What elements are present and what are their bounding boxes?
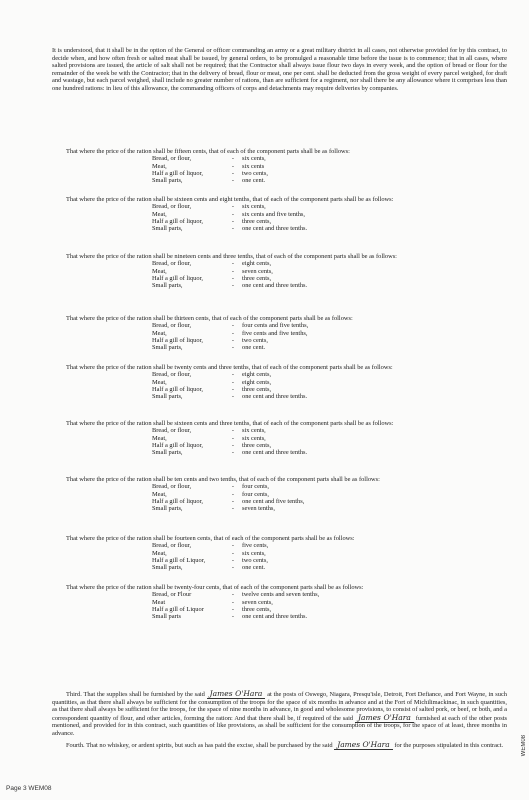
clause-lead: That where the price of the ration shall be sixteen cents and three tenths, that of each of the component parts shall be as follows: [66,420,394,427]
component-amount: six cents, [242,203,266,211]
component-dash: - [231,267,235,275]
clause-lead: That where the price of the ration shall be ten cents and two tenths, that of each of the component parts shall be as follows: [66,476,380,483]
ration-component-list [152,155,507,184]
component-dash: - [231,598,235,606]
ration-component-row [152,442,507,449]
component-amount: five cents, [242,542,269,550]
component-item: Bread, or flour, [152,371,192,379]
ration-component-row [152,599,507,606]
component-dash: - [231,176,235,184]
component-dash: - [231,483,235,491]
ration-component-row [152,483,507,490]
component-dash: - [231,591,235,599]
third-paragraph [52,690,507,738]
component-item: Small parts, [152,392,183,400]
ration-component-row [152,564,507,571]
component-dash: - [231,385,235,393]
component-dash: - [231,162,235,170]
component-dash: - [231,322,235,330]
ration-clause [52,253,507,289]
component-dash: - [231,612,235,620]
component-item: Small parts [152,612,181,620]
ration-component-row [152,211,507,218]
ration-clause [52,584,507,620]
component-dash: - [231,203,235,211]
component-item: Bread, or flour, [152,427,192,435]
component-item: Bread, or flour, [152,260,192,268]
ration-clause [52,476,507,512]
component-dash: - [231,448,235,456]
ration-component-row [152,170,507,177]
component-amount: six cents, [242,427,266,435]
component-item: Meat, [152,490,167,498]
component-amount: six cents, [242,434,266,442]
ration-component-row [152,155,507,162]
ration-component-row [152,218,507,225]
component-item: Meat [152,598,166,606]
component-amount: two cents, [242,169,268,177]
ration-clause [52,535,507,571]
ration-component-row [152,203,507,210]
ration-component-row [152,225,507,232]
ration-component-list [152,542,507,571]
component-item: Bread, or flour, [152,322,192,330]
component-dash: - [231,371,235,379]
ration-component-row [152,268,507,275]
component-item: Bread, or flour, [152,483,192,491]
component-dash: - [231,260,235,268]
ration-component-list [152,322,507,351]
component-amount: two cents, [242,336,268,344]
fourth-text-b: for the purposes stipulated in this contract. [394,741,504,749]
ration-component-row [152,542,507,549]
signature-james-ohara: James O'Hara [355,713,414,723]
component-dash: - [231,155,235,163]
component-amount: seven tenths, [242,504,276,512]
ration-clause [52,196,507,232]
third-text-c: furnished at each of the other posts mentioned, and provided for in this contract, such quantities of like provisions, as shall be sufficient for the consumption of the troops, for the space of at least, three months in advance. [52,714,507,737]
component-dash: - [231,427,235,435]
component-item: Meat, [152,434,167,442]
ration-component-row [152,498,507,505]
ration-component-row [152,337,507,344]
ration-component-row [152,427,507,434]
ration-component-row [152,613,507,620]
component-item: Meat, [152,329,167,337]
signature-james-ohara: James O'Hara [207,689,266,699]
ration-component-row [152,177,507,184]
component-amount: three cents, [242,605,272,613]
component-amount: one cent. [242,176,266,184]
intro-paragraph: It is understood, that it shall be in the option of the General or officer commanding an army or a great military district in all cases, not otherwise provided for by this contract, to decide when, and how often fresh or salted meat shall be issued, by general orders, to be promulged a reasonable time before the issue is to commence; that in all cases, where salted provisions are issued, the article of salt shall not be required; that the Contractor shall always issue flour two days in every week, and the option of bread or flour for the remainder of the week be with the Contractor; that in the delivery of bread, flour or meat, one per cent. shall be deducted from the gross weight of every parcel weighed, for draft and wastage, but each parcel weighed, shall include no greater number of rations, than are sufficient for a regiment, nor shall there be any allowance where it comprises less than one hundred rations: in lieu of this allowance, the commanding officers of corps and detachments may require deliveries by companies. [52,47,507,92]
third-text-a: Third. That the supplies shall be furnished by the said [66,691,205,698]
component-amount: three cents, [242,217,272,225]
component-item: Meat, [152,378,167,386]
component-amount: six cents and five tenths, [242,210,306,218]
component-item: Meat, [152,162,167,170]
component-item: Bread, or Flour [152,591,192,599]
component-amount: one cent and three tenths. [242,392,308,400]
ration-component-row [152,386,507,393]
ration-component-row [152,606,507,613]
ration-component-list [152,427,507,456]
ration-component-row [152,163,507,170]
component-dash: - [231,556,235,564]
ration-component-row [152,557,507,564]
ration-component-row [152,550,507,557]
side-margin-label: WEM08 [521,735,527,757]
ration-component-row [152,393,507,400]
signature-james-ohara: James O'Hara [334,740,393,750]
component-item: Small parts, [152,504,183,512]
component-amount: eight cents, [242,378,272,386]
component-item: Small parts, [152,281,183,289]
component-dash: - [231,329,235,337]
ration-clause [52,315,507,351]
component-item: Half a gill of liquor, [152,385,204,393]
closing-paragraphs [52,690,507,749]
component-item: Meat, [152,210,167,218]
ration-component-row [152,491,507,498]
component-dash: - [231,605,235,613]
clause-lead: That where the price of the ration shall be twenty-four cents, that of each of the component parts shall be as follows: [66,584,364,591]
ration-clause [52,148,507,184]
component-dash: - [231,378,235,386]
ration-component-list [152,260,507,289]
component-item: Half a gill of liquor, [152,274,204,282]
component-dash: - [231,343,235,351]
clause-lead: That where the price of the ration shall be nineteen cents and three tenths, that of each of the component parts shall be as follows: [66,253,397,260]
component-amount: four cents, [242,490,269,498]
component-dash: - [231,563,235,571]
ration-component-list [152,591,507,620]
component-item: Half a gill of Liquor [152,605,204,613]
ration-component-row [152,371,507,378]
component-amount: three cents, [242,385,272,393]
component-dash: - [231,336,235,344]
component-amount: eight cents, [242,371,272,379]
component-amount: eight cents, [242,260,272,268]
component-amount: one cent and five tenths, [242,497,305,505]
component-item: Half a gill of liquor, [152,497,204,505]
ration-component-row [152,435,507,442]
component-item: Small parts, [152,224,183,232]
component-amount: two cents, [242,556,268,564]
ration-component-row [152,591,507,598]
component-item: Meat, [152,267,167,275]
component-dash: - [231,434,235,442]
ration-component-row [152,275,507,282]
component-item: Bread, or flour, [152,155,192,163]
ration-clause [52,420,507,456]
component-item: Half a gill of liquor, [152,336,204,344]
component-amount: seven cents, [242,598,273,606]
clause-lead: That where the price of the ration shall be fourteen cents, that of each of the component parts shall be as follows: [66,535,355,542]
component-amount: four cents and five tenths, [242,322,309,330]
component-dash: - [231,274,235,282]
component-dash: - [231,217,235,225]
component-dash: - [231,542,235,550]
ration-clause [52,364,507,400]
third-text-b: at the posts of Oswego, Niagara, Presqu'isle, Detroit, Fort Defiance, and Fort Wayne, in such quantities, as that there shall always be sufficient for the consumption of the troops for the space of six months in advance and at the Fort of Michilimackinac, in such quantities, as that there shall always be sufficient for the troops, for the space of nine months in advance, in good and wholesome provisions, to consist of salted pork, or beef, or both, and a correspondent quantity of flour, and other articles, forming the ration: And that there shall be, if required of the said [52,691,507,722]
component-dash: - [231,441,235,449]
component-item: Half a gill of Liquor, [152,556,206,564]
component-item: Half a gill of liquor, [152,169,204,177]
fourth-text-a: Fourth. That no whiskey, or ardent spirits, but such as has paid the excise, shall be purchased by the said [66,741,333,749]
ration-component-list [152,483,507,512]
component-item: Meat, [152,549,167,557]
component-dash: - [231,549,235,557]
component-item: Small parts, [152,563,183,571]
ration-component-row [152,330,507,337]
ration-component-row [152,379,507,386]
component-item: Small parts, [152,448,183,456]
component-amount: six cents [242,162,265,170]
ration-component-row [152,505,507,512]
ration-component-row [152,322,507,329]
component-amount: one cent and three tenths. [242,612,308,620]
clause-lead: That where the price of the ration shall be thirteen cents, that of each of the component parts shall be as follows: [66,315,353,322]
component-amount: seven cents, [242,267,273,275]
component-item: Small parts, [152,176,183,184]
component-dash: - [231,210,235,218]
component-item: Half a gill of liquor, [152,217,204,225]
clause-lead: That where the price of the ration shall be sixteen cents and eight tenths, that of each of the component parts shall be as follows: [66,196,394,203]
component-item: Half a gill of liquor, [152,441,204,449]
component-dash: - [231,281,235,289]
component-amount: one cent. [242,563,266,571]
component-amount: three cents, [242,274,272,282]
fourth-paragraph [52,741,507,750]
component-amount: five cents and five tenths, [242,329,308,337]
component-amount: one cent and three tenths. [242,281,308,289]
page-footer-label: Page 3 WEM08 [6,785,52,792]
ration-component-row [152,344,507,351]
ration-component-row [152,282,507,289]
component-amount: one cent and three tenths. [242,224,308,232]
component-amount: twelve cents and seven tenths, [242,591,320,599]
component-amount: six cents, [242,549,266,557]
component-amount: three cents, [242,441,272,449]
ration-component-list [152,203,507,232]
component-amount: one cent and three tenths. [242,448,308,456]
component-amount: one cent. [242,343,266,351]
component-dash: - [231,169,235,177]
component-amount: four cents, [242,483,269,491]
ration-component-row [152,260,507,267]
component-item: Bread, or flour, [152,542,192,550]
component-item: Small parts, [152,343,183,351]
component-dash: - [231,224,235,232]
component-item: Bread, or flour, [152,203,192,211]
ration-component-row [152,449,507,456]
ration-component-list [152,371,507,400]
component-dash: - [231,490,235,498]
clause-lead: That where the price of the ration shall be twenty cents and three tenths, that of each of the component parts shall be as follows: [66,364,393,371]
component-dash: - [231,504,235,512]
component-dash: - [231,497,235,505]
component-dash: - [231,392,235,400]
clause-lead: That where the price of the ration shall be fifteen cents, that of each of the component parts shall be as follows: [66,148,350,155]
component-amount: six cents, [242,155,266,163]
